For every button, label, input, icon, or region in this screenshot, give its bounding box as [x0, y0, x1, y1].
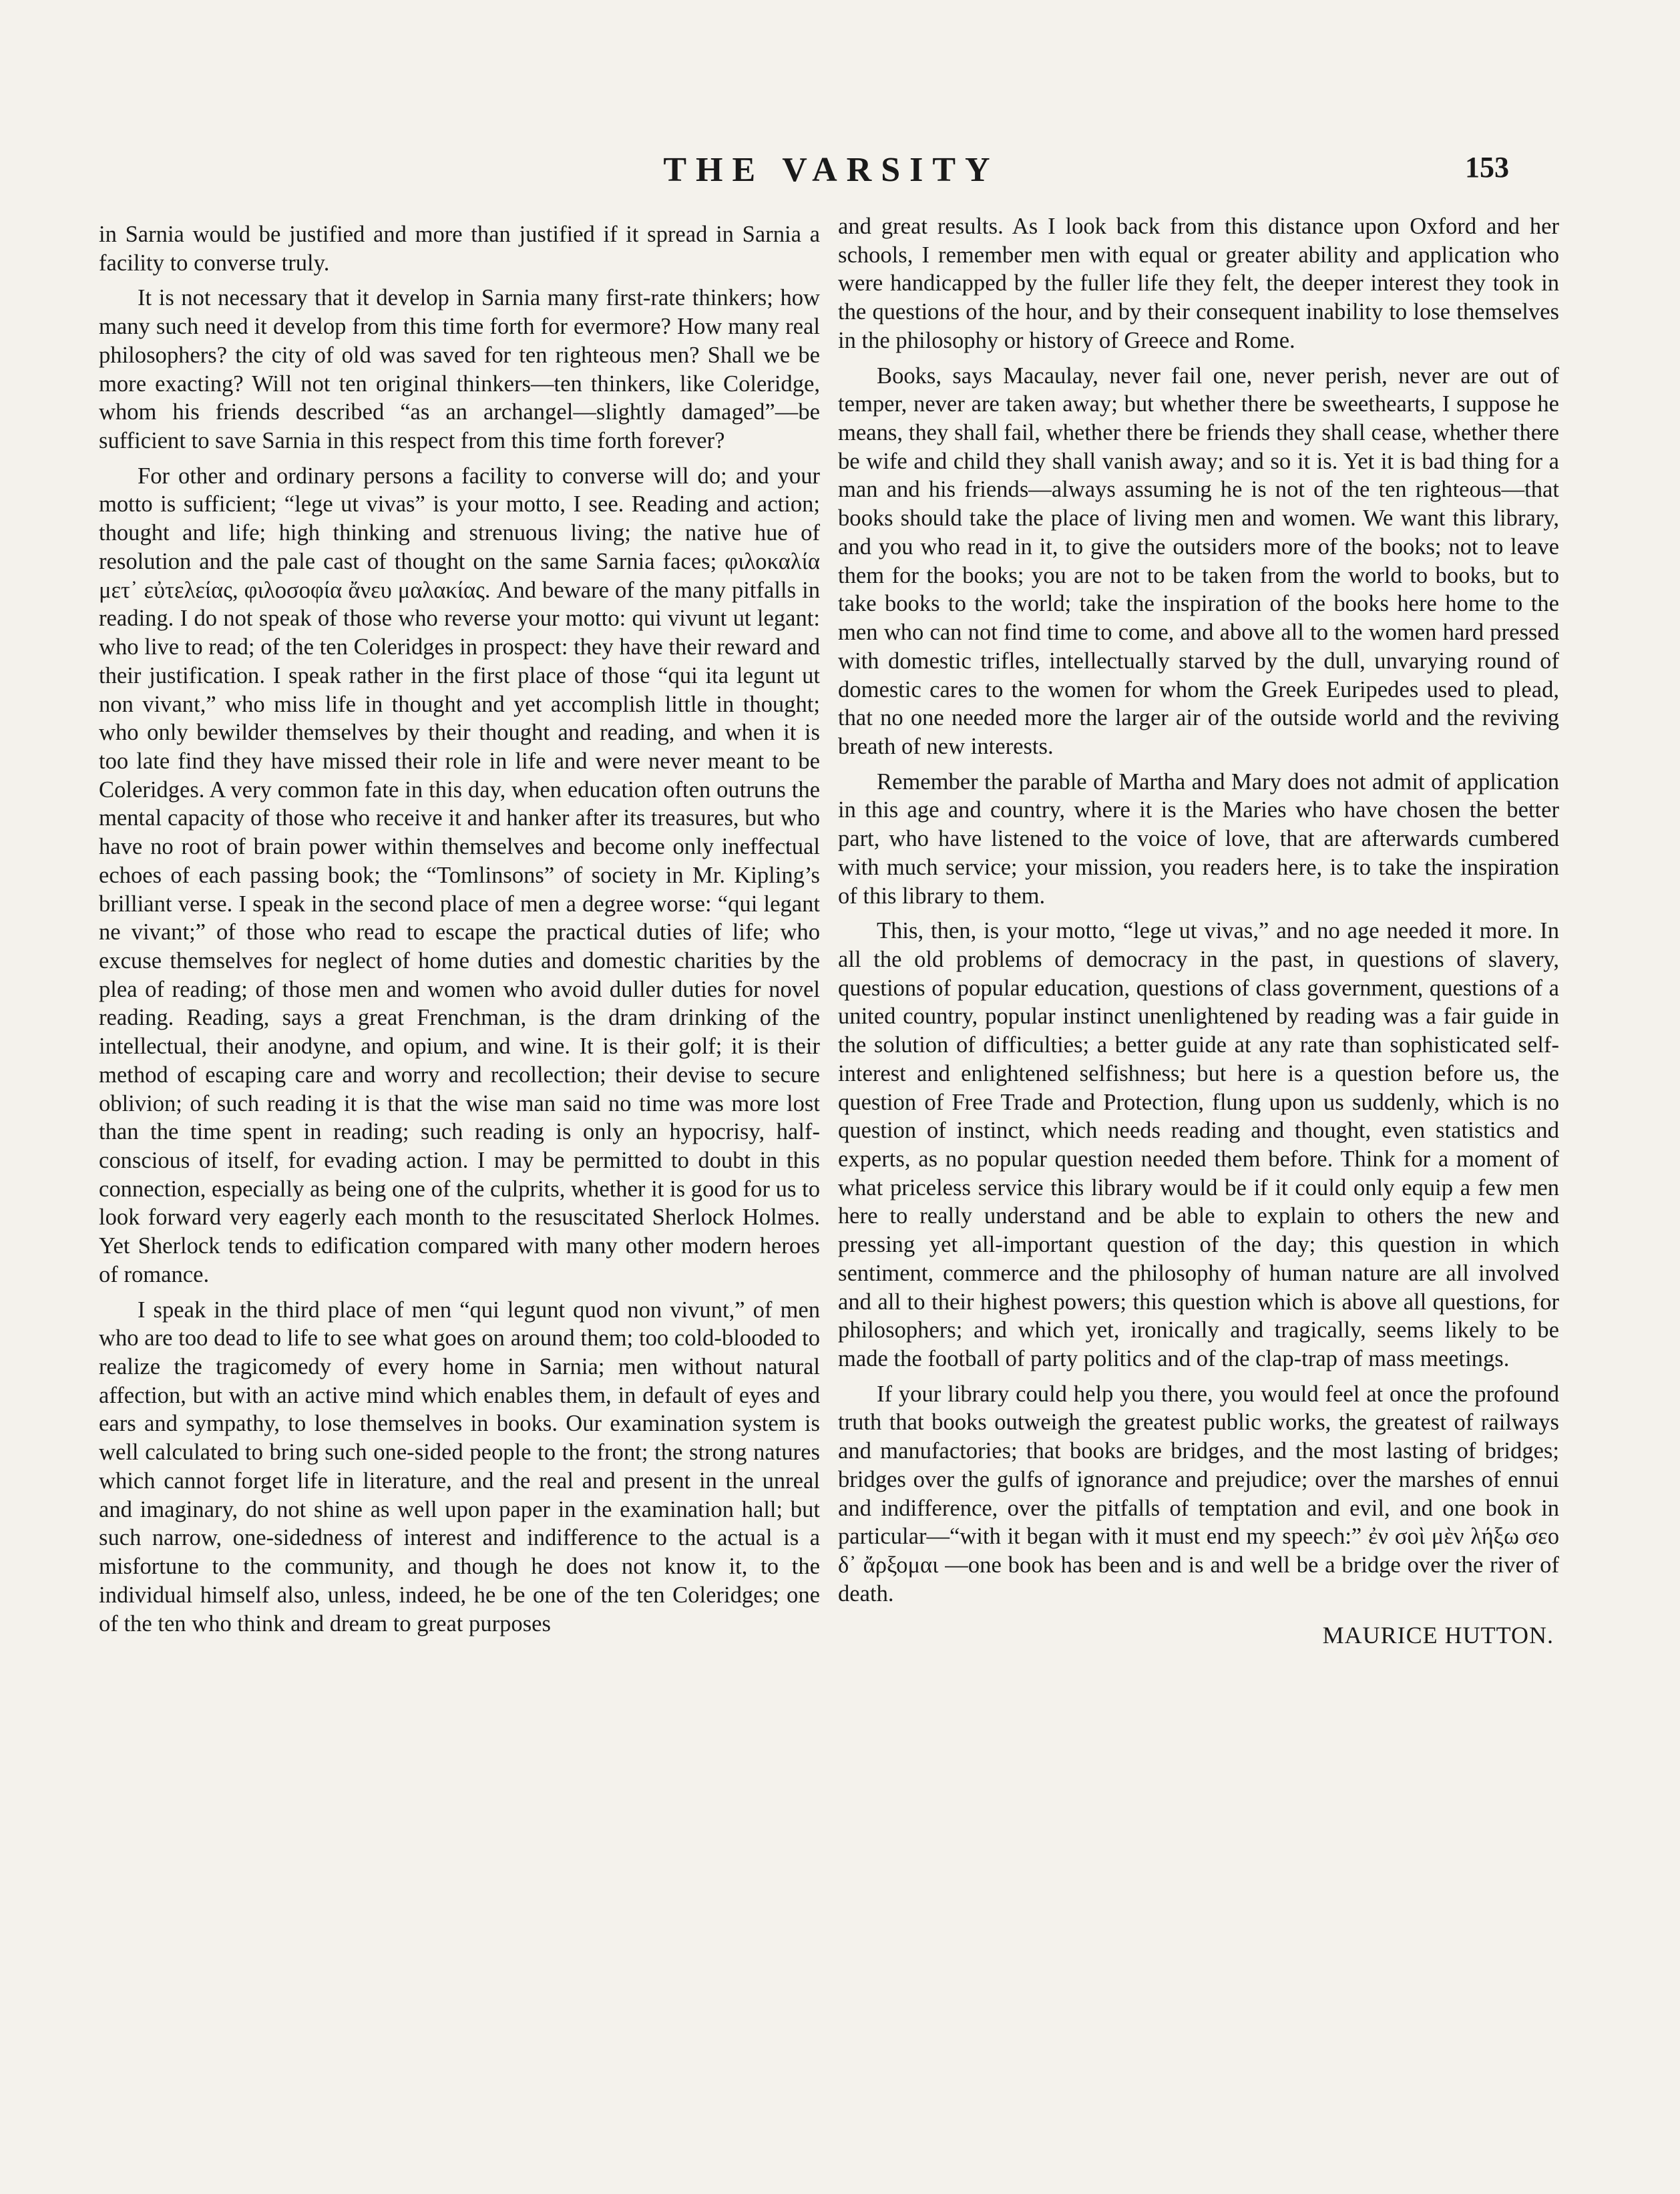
paragraph: and great results. As I look back from this distance upon Oxford and her schools, I remember men with equal or greater ability and application who were handicapped by the fuller life they felt, the deeper interest they took in the questions of the hour, and by their consequent inability to lose themselves in the philosophy or history of Greece and Rome.: [838, 214, 1559, 353]
left-column: [99, 220, 820, 1638]
right-column: [838, 212, 1559, 1650]
paragraph: For other and ordinary persons a facility to converse will do; and your motto is sufficient; “lege ut vivas” is your motto, I see. Reading and action; thought and life; high thinking and strenuous living; the native hue of resolution and the pale cast of thought on the same Sarnia faces; φιλοκαλία μετ᾽ εὐτελείας, φιλοσοφία ἄνευ μαλακίας. And beware of the many pitfalls in reading. I do not speak of those who reverse your motto: qui vivunt ut legant: who live to read; of the ten Coleridges in prospect: they have their reward and their justification. I speak rather in the first place of those “qui ita legunt ut non vivant,” who miss life in thought and yet accomplish little in thought; who only bewilder themselves by their thought and reading, and when it is too late find they have missed their role in life and were never meant to be Coleridges. A very common fate in this day, when education often outruns the mental capacity of those who receive it and hanker after its treasures, but who have no root of brain power within themselves and become only ineffectual echoes of each passing book; the “Tomlinsons” of society in Mr. Kipling’s brilliant verse. I speak in the second place of men a degree worse: “qui legant ne vivant;” of those who read to escape the practical duties of life; who excuse themselves for neglect of home duties and domestic charities by the plea of reading; of those men and women who avoid duller duties for novel reading. Reading, says a great Frenchman, is the dram drinking of the intellectual, their anodyne, and opium, and wine. It is their golf; it is their method of escaping care and worry and recollection; their devise to secure oblivion; of such reading it is that the wise man said no time was more lost than the time spent in reading; such reading is only an hypocrisy, half-conscious of itself, for evading action. I may be permitted to doubt in this connection, especially as being one of the culprits, whether it is good for us to look forward very eagerly each month to the resuscitated Sherlock Holmes. Yet Sherlock tends to edification compared with many other modern heroes of romance.: [99, 463, 820, 1287]
paragraph: Remember the parable of Martha and Mary does not admit of application in this age and country, where it is the Maries who have chosen the better part, who have listened to the voice of love, that are afterwards cumbered with much service; your mission, you readers here, is to take the inspiration of this library to them.: [838, 769, 1559, 909]
paragraph: It is not necessary that it develop in Sarnia many first-rate thinkers; how many such need it develop from this time forth for evermore? How many real philosophers? the city of old was saved for ten righteous men? Shall we be more exacting? Will not ten original thinkers—ten thinkers, like Coleridge, whom his friends described “as an archangel—slightly damaged”—be sufficient to save Sarnia in this respect from this time forth forever?: [99, 285, 820, 454]
page-header: [100, 150, 1509, 197]
paragraph: Books, says Macaulay, never fail one, never perish, never are out of temper, never are taken away; but whether there be sweethearts, I suppose he means, they shall fail, whether there be friends they shall cease, whether there be wife and child they shall vanish away; and so it is. Yet it is bad thing for a man and his friends—always assuming he is not of the ten righteous—that books should take the place of living men and women. We want this library, and you who read in it, to give the outsiders more of the books; not to leave them for the books; you are not to be taken from the world to books, but to take books to the world; take the inspiration of the books here home to the men who can not find time to come, and above all to the women hard pressed with domestic trifles, intellectually starved by the dull, unvarying round of domestic cares to the women for whom the Greek Euripedes used to plead, that no one needed more the larger air of the outside world and the reviving breath of new interests.: [838, 363, 1559, 759]
paragraph: I speak in the third place of men “qui legunt quod non vivunt,” of men who are too dead to life to see what goes on around them; too cold-blooded to realize the tragicomedy of every home in Sarnia; men without natural affection, but with an active mind which enables them, in default of eyes and ears and sympathy, to lose themselves in books. Our examination system is well calculated to bring such one-sided people to the front; the strong natures which cannot forget life in literature, and the real and present in the unreal and imaginary, do not shine as well upon paper in the examination hall; but such narrow, one-sidedness of interest and indifference to the actual is a misfortune to the community, and though he does not know it, to the individual himself also, unless, indeed, he be one of the ten Coleridges; one of the ten who think and dream to great purposes: [99, 1297, 820, 1636]
page-number: 153: [1465, 151, 1509, 184]
paragraph: This, then, is your motto, “lege ut vivas,” and no age needed it more. In all the old problems of democracy in the past, in questions of slavery, questions of popular education, questions of class government, questions of a united country, popular instinct unenlightened by reading was a fair guide in the solution of difficulties; a better guide at any rate than sophisticated self-interest and enlightened selfishness; but here is a question before us, the question of Free Trade and Protection, flung upon us suddenly, which is no question of instinct, which needs reading and thought, even statistics and experts, as no popular question needed them before. Think for a moment of what priceless service this library would be if it could only equip a few men here to really understand and be able to explain to others the new and pressing yet all-important question of the day; this question in which sentiment, commerce and the philosophy of human nature are all involved and all to their highest powers; this question which is above all questions, for philosophers; and which yet, ironically and tragically, seems likely to be made the football of party politics and of the clap-trap of mass meetings.: [838, 918, 1559, 1372]
paragraph: in Sarnia would be justified and more than justified if it spread in Sarnia a facility to converse truly.: [99, 222, 820, 276]
journal-title: THE VARSITY: [663, 151, 1000, 189]
author-signature: MAURICE HUTTON.: [1322, 1621, 1554, 1649]
paragraph: If your library could help you there, you would feel at once the profound truth that books outweigh the greatest public works, the greatest of railways and manufactories; that books are bridges, and the most lasting of bridges; bridges over the gulfs of ignorance and prejudice; over the marshes of ennui and indifference, over the pitfalls of temptation and evil, and one book in particular—“with it began with it must end my speech:” ἐν σοὶ μὲν λήξω σεο δ᾽ ἄρξομαι —one book has been and is and well be a bridge over the river of death.: [838, 1381, 1559, 1606]
